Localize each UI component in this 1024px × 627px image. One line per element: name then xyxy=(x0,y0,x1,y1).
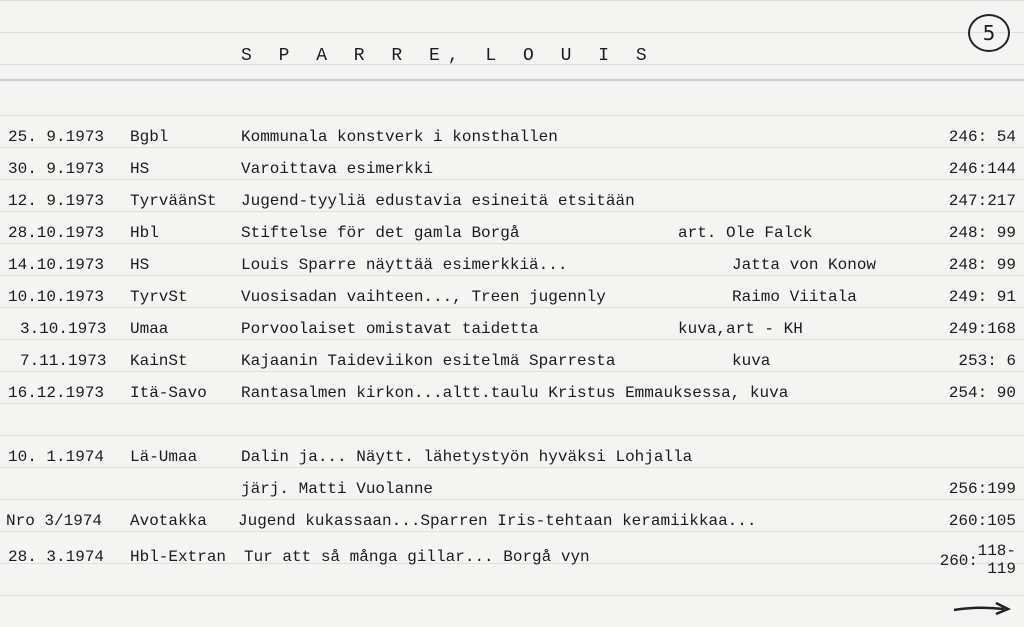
entry-source: Avotakka xyxy=(130,512,207,530)
entry-source: Lä-Umaa xyxy=(130,448,198,466)
entry-title: Louis Sparre näyttää esimerkkiä... xyxy=(241,256,568,274)
entry-author: Jatta von Konow xyxy=(732,256,877,274)
entry-row xyxy=(0,224,1024,250)
entry-title: Stiftelse för det gamla Borgå xyxy=(241,224,520,242)
entry-title: Dalin ja... Näytt. lähetystyön hyväksi Lohjalla xyxy=(241,448,693,466)
entry-row xyxy=(0,320,1024,346)
card-title: S P A R R E, L O U I S xyxy=(241,46,655,66)
entry-date: 25. 9.1973 xyxy=(8,128,105,146)
entry-date: Nro 3/1974 xyxy=(6,512,103,530)
entry-title: Vuosisadan vaihteen..., Treen jugennly xyxy=(241,288,606,306)
arrow-right-icon xyxy=(952,598,1012,618)
entry-title: Kommunala konstverk i konsthallen xyxy=(241,128,558,146)
entry-source: Umaa xyxy=(130,320,169,338)
entry-ref: 246: 54 xyxy=(948,128,1016,146)
entry-row xyxy=(0,352,1024,378)
entry-ref-stack xyxy=(978,542,1016,578)
entry-row xyxy=(0,384,1024,410)
entry-date: 3.10.1973 xyxy=(20,320,107,338)
entry-title: Jugend-tyyliä edustavia esineitä etsitään xyxy=(241,192,635,210)
entry-row xyxy=(0,542,1024,578)
entry-source: TyrväänSt xyxy=(130,192,217,210)
entry-title: Varoittava esimerkki xyxy=(241,160,434,178)
entry-ref: 256:199 xyxy=(948,480,1016,498)
entry-title: Kajaanin Taideviikon esitelmä Sparresta xyxy=(241,352,616,370)
entry-date: 10.10.1973 xyxy=(8,288,105,306)
entry-source: HS xyxy=(130,160,150,178)
entry-ref: 248: 99 xyxy=(948,256,1016,274)
entry-author: kuva,art - KH xyxy=(678,320,803,338)
entry-ref: 254: 90 xyxy=(948,384,1016,402)
entry-ref-prefix: 260: xyxy=(939,552,978,570)
entry-title: Rantasalmen kirkon...altt.taulu Kristus Emmauksessa, kuva xyxy=(241,384,789,402)
entry-row xyxy=(0,512,1024,538)
entry-row xyxy=(0,288,1024,314)
entry-source: Bgbl xyxy=(130,128,169,146)
entry-source: HS xyxy=(130,256,150,274)
entry-ref: 260:105 xyxy=(948,512,1016,530)
entry-ref: 249:168 xyxy=(948,320,1016,338)
entry-title: järj. Matti Vuolanne xyxy=(241,480,434,498)
entry-ref: 249: 91 xyxy=(948,288,1016,306)
header-rule xyxy=(0,79,1024,81)
entry-date: 12. 9.1973 xyxy=(8,192,105,210)
entry-ref-top: 118- xyxy=(977,542,1016,560)
entry-source: KainSt xyxy=(130,352,188,370)
entry-date: 28. 3.1974 xyxy=(8,548,105,566)
entry-title: Tur att så många gillar... Borgå vyn xyxy=(244,548,590,566)
entry-date: 14.10.1973 xyxy=(8,256,105,274)
entry-row xyxy=(0,256,1024,282)
entry-row xyxy=(0,128,1024,154)
entry-source: Hbl-Extran xyxy=(130,548,227,566)
entry-author: Raimo Viitala xyxy=(732,288,857,306)
entry-source: Itä-Savo xyxy=(130,384,207,402)
entry-row xyxy=(0,448,1024,474)
entry-source: TyrvSt xyxy=(130,288,188,306)
entry-source: Hbl xyxy=(130,224,159,242)
entry-ref: 247:217 xyxy=(948,192,1016,210)
entry-ref: 253: 6 xyxy=(958,352,1016,370)
entry-row xyxy=(0,192,1024,218)
entry-ref: 248: 99 xyxy=(948,224,1016,242)
entry-row xyxy=(0,480,1024,506)
entry-author: kuva xyxy=(732,352,771,370)
entry-title: Porvoolaiset omistavat taidetta xyxy=(241,320,539,338)
page-number-circle: 5 xyxy=(968,14,1010,52)
entry-date: 7.11.1973 xyxy=(20,352,107,370)
entry-title: Jugend kukassaan...Sparren Iris-tehtaan keramiikkaa... xyxy=(238,512,757,530)
entry-date: 28.10.1973 xyxy=(8,224,105,242)
entry-ref-bottom: 119 xyxy=(987,560,1016,578)
entry-date: 16.12.1973 xyxy=(8,384,105,402)
entry-row xyxy=(0,160,1024,186)
entry-date: 30. 9.1973 xyxy=(8,160,105,178)
entry-date: 10. 1.1974 xyxy=(8,448,105,466)
entry-ref: 246:144 xyxy=(948,160,1016,178)
entry-author: art. Ole Falck xyxy=(678,224,813,242)
